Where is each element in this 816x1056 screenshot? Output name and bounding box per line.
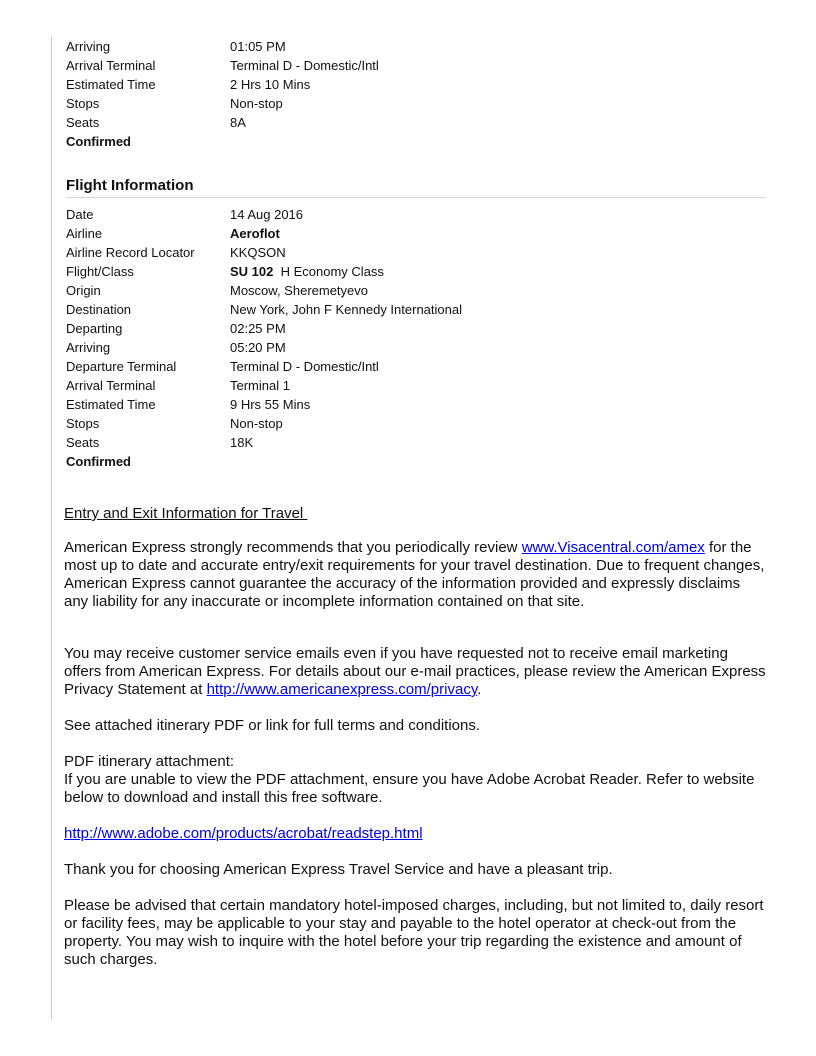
row-label: Flight/Class (66, 264, 134, 279)
row-value: Non-stop (230, 416, 283, 431)
booking-status: Confirmed (66, 134, 131, 149)
row-label: Departing (66, 321, 123, 336)
row-label: Seats (66, 115, 100, 130)
section-heading-flight-information: Flight Information (66, 177, 766, 198)
row-label: Destination (66, 302, 132, 317)
row-value: 8A (230, 115, 246, 130)
row-value: 01:05 PM (230, 39, 286, 54)
visacentral-link[interactable]: www.Visacentral.com/amex (521, 539, 705, 556)
detail-row (66, 37, 768, 56)
row-value: Terminal D - Domestic/Intl (230, 359, 379, 374)
row-value: Non-stop (230, 96, 283, 111)
row-value: 05:20 PM (230, 340, 286, 355)
paragraph-text: . (477, 681, 482, 698)
detail-row (66, 94, 768, 113)
booking-status: Confirmed (66, 454, 131, 469)
flight-details-previous (66, 37, 768, 132)
row-label: Estimated Time (66, 397, 156, 412)
adobe-reader-link[interactable]: http://www.adobe.com/products/acrobat/readstep.html (64, 825, 423, 842)
detail-row-date (66, 205, 768, 224)
row-value: Moscow, Sheremetyevo (230, 283, 369, 298)
row-value: 14 Aug 2016 (230, 207, 304, 222)
detail-row-arriving (66, 338, 768, 357)
pdf-attachment-paragraph (64, 753, 768, 807)
detail-row (66, 75, 768, 94)
row-label: Arrival Terminal (66, 58, 156, 73)
detail-row-origin (66, 281, 768, 300)
row-value: KKQSON (230, 245, 286, 260)
detail-row (66, 56, 768, 75)
detail-row-flight-class (66, 262, 768, 281)
row-label: Stops (66, 416, 100, 431)
row-label: Estimated Time (66, 77, 156, 92)
row-label: Arrival Terminal (66, 378, 156, 393)
row-label: Date (66, 207, 94, 222)
flight-number: SU 102 (230, 264, 274, 279)
row-value: Terminal D - Domestic/Intl (230, 58, 379, 73)
paragraph-text: for the most up to date and accurate entry/exit requirements for your travel destination. Due to frequent changes, American Express cannot guarantee the accuracy of the information provided and expressly disclaims any liability for any inaccurate or incomplete information contained on that site. (64, 539, 765, 610)
paragraph-text: PDF itinerary attachment: (64, 753, 235, 770)
terms-paragraph: See attached itinerary PDF or link for full terms and conditions. (64, 717, 481, 734)
airline-name: Aeroflot (230, 226, 280, 241)
detail-row-airline (66, 224, 768, 243)
row-value: 9 Hrs 55 Mins (230, 397, 311, 412)
row-value: 02:25 PM (230, 321, 286, 336)
detail-row-departing (66, 319, 768, 338)
hotel-charges-paragraph: Please be advised that certain mandatory hotel-imposed charges, including, but not limited to, daily resort or facility fees, may be applicable to your stay and payable to the hotel operator at check-out from the property. You may wish to inquire with the hotel before your trip regarding the existence and amount of such charges. (64, 897, 764, 968)
detail-row-arrival-terminal (66, 376, 768, 395)
cabin-class: H Economy Class (280, 264, 384, 279)
row-value: 2 Hrs 10 Mins (230, 77, 311, 92)
email-practices-paragraph (64, 645, 768, 699)
row-label: Arriving (66, 39, 111, 54)
detail-row (66, 113, 768, 132)
paragraph-text: If you are unable to view the PDF attachment, ensure you have Adobe Acrobat Reader. Refer to website below to download and install this free software. (64, 771, 755, 806)
row-value: Terminal 1 (230, 378, 290, 393)
entry-exit-paragraph (64, 539, 768, 611)
left-border-rule (51, 36, 52, 1020)
detail-row-departure-terminal (66, 357, 768, 376)
privacy-statement-link[interactable]: http://www.americanexpress.com/privacy (206, 681, 478, 698)
paragraph-text: You may receive customer service emails even if you have requested not to receive email marketing offers from American Express. For details about our e-mail practices, please review the American Express Privacy Statement at (64, 645, 766, 698)
row-label: Origin (66, 283, 101, 298)
detail-row-seats (66, 433, 768, 452)
itinerary-content (64, 37, 768, 969)
detail-row-stops (66, 414, 768, 433)
row-label: Airline (66, 226, 103, 241)
paragraph-text: American Express strongly recommends that you periodically review (64, 539, 522, 556)
detail-row-record-locator (66, 243, 768, 262)
entry-exit-heading: Entry and Exit Information for Travel (64, 505, 308, 522)
row-value: 18K (230, 435, 254, 450)
row-label: Stops (66, 96, 100, 111)
row-label: Arriving (66, 340, 111, 355)
row-value (230, 262, 384, 281)
row-label: Seats (66, 435, 100, 450)
adobe-link-paragraph (64, 825, 768, 843)
flight-details (66, 205, 768, 452)
row-label: Departure Terminal (66, 359, 177, 374)
detail-row-destination (66, 300, 768, 319)
row-label: Airline Record Locator (66, 245, 195, 260)
detail-row-estimated-time (66, 395, 768, 414)
row-value: New York, John F Kennedy International (230, 302, 462, 317)
thank-you-paragraph: Thank you for choosing American Express Travel Service and have a pleasant trip. (64, 861, 613, 878)
